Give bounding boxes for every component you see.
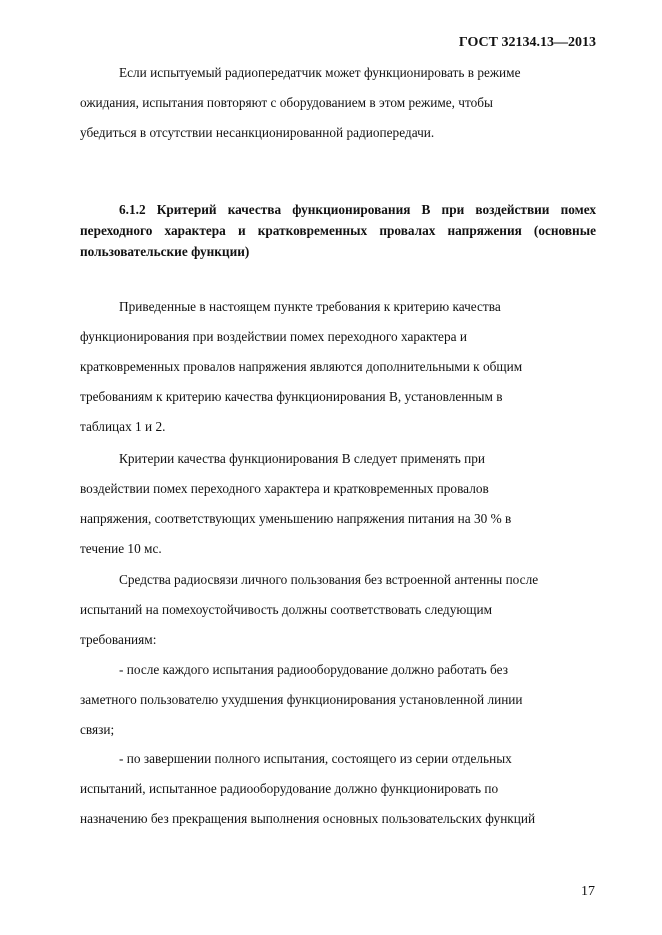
text-line: убедиться в отсутствии несанкционированной радиопередачи. — [80, 125, 435, 140]
text-line: функционирования при воздействии помех переходного характера и — [80, 329, 467, 344]
text-line: напряжения, соответствующих уменьшению напряжения питания на 30 % в — [80, 511, 512, 526]
text-line: - после каждого испытания радиооборудование должно работать без — [119, 662, 508, 677]
text-line: связи; — [80, 722, 115, 737]
text-line: таблицах 1 и 2. — [80, 419, 166, 434]
page-number: 17 — [581, 884, 595, 899]
text-line: ожидания, испытания повторяют с оборудованием в этом режиме, чтобы — [80, 95, 493, 110]
text-line: требованиям: — [80, 632, 157, 647]
list-item-after-full-test — [80, 744, 596, 834]
paragraph-criteria-b — [80, 444, 596, 564]
text-line: Если испытуемый радиопередатчик может функционировать в режиме — [119, 65, 521, 80]
text-line: кратковременных провалов напряжения являются дополнительными к общим — [80, 359, 523, 374]
text-line: Приведенные в настоящем пункте требования к критерию качества — [119, 299, 501, 314]
document-code-header: ГОСТ 32134.13—2013 — [458, 35, 596, 50]
paragraph-standby-mode — [80, 58, 596, 148]
text-line: Критерии качества функционирования В следует применять при — [119, 451, 485, 466]
text-line: назначению без прекращения выполнения основных пользовательских функций — [80, 811, 536, 826]
list-item-after-each-test — [80, 655, 596, 745]
paragraph-personal-radio — [80, 565, 596, 655]
paragraph-requirements-intro — [80, 292, 596, 442]
text-line: испытаний, испытанное радиооборудование должно функционировать по — [80, 781, 499, 796]
section-heading-6-1-2 — [80, 199, 596, 262]
text-line: Средства радиосвязи личного пользования без встроенной антенны после — [119, 572, 539, 587]
text-line: требованиям к критерию качества функционирования В, установленным в — [80, 389, 503, 404]
text-line: течение 10 мс. — [80, 541, 162, 556]
text-line: воздействии помех переходного характера и кратковременных провалов — [80, 481, 489, 496]
section-heading-text: 6.1.2 Критерий качества функционирования В при воздействии помех переходного характера и кратковременных провалах напряжения (основные пользовательские функции) — [80, 202, 596, 259]
text-line: испытаний на помехоустойчивость должны соответствовать следующим — [80, 602, 493, 617]
text-line: - по завершении полного испытания, состоящего из серии отдельных — [119, 751, 512, 766]
text-line: заметного пользователю ухудшения функционирования установленной линии — [80, 692, 523, 707]
